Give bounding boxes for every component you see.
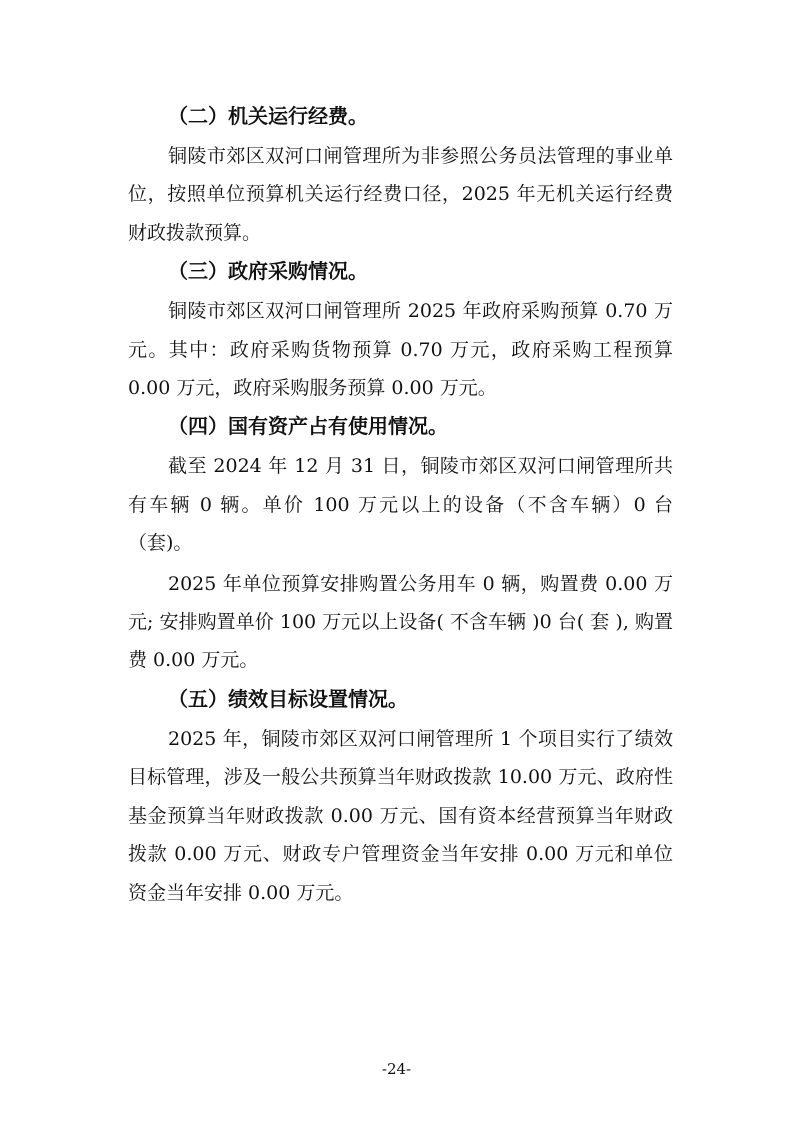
section-heading-government-procurement: （三）政府采购情况。 xyxy=(168,259,368,284)
page-number: -24- xyxy=(381,1060,412,1078)
page-content xyxy=(128,97,673,912)
paragraph-performance-targets: 2025 年，铜陵市郊区双河口闸管理所 1 个项目实行了绩效目标管理，涉及一般公共预算当年财政拨款 10.00 万元、政府性基金预算当年财政拨款 0.00 万元、国有资本经营预算当年财政拨款 0.00 万元、财政专户管理资金当年安排 0.00 万元和单位资金当年安排 0.00 万元。 xyxy=(128,727,673,904)
paragraph-state-assets-vehicles: 截至 2024 年 12 月 31 日，铜陵市郊区双河口闸管理所共有车辆 0 辆。单价 100 万元以上的设备（不含车辆）0 台（套)。 xyxy=(128,455,673,555)
paragraph-operating-funds: 铜陵市郊区双河口闸管理所为非参照公务员法管理的事业单位，按照单位预算机关运行经费口径，2025 年无机关运行经费财政拨款预算。 xyxy=(128,145,673,244)
section-heading-state-assets: （四）国有资产占有使用情况。 xyxy=(168,414,448,439)
paragraph-government-procurement: 铜陵市郊区双河口闸管理所 2025 年政府采购预算 0.70 万元。其中：政府采购货物预算 0.70 万元，政府采购工程预算 0.00 万元，政府采购服务预算 0.00 万元。 xyxy=(128,300,673,400)
section-heading-performance-targets: （五）绩效目标设置情况。 xyxy=(168,686,408,711)
paragraph-state-assets-purchase: 2025 年单位预算安排购置公务用车 0 辆，购置费 0.00 万元; 安排购置单价 100 万元以上设备( 不含车辆 )0 台( 套 ), 购置费 0.00 万元。 xyxy=(128,572,673,672)
section-heading-operating-funds: （二）机关运行经费。 xyxy=(168,104,368,128)
